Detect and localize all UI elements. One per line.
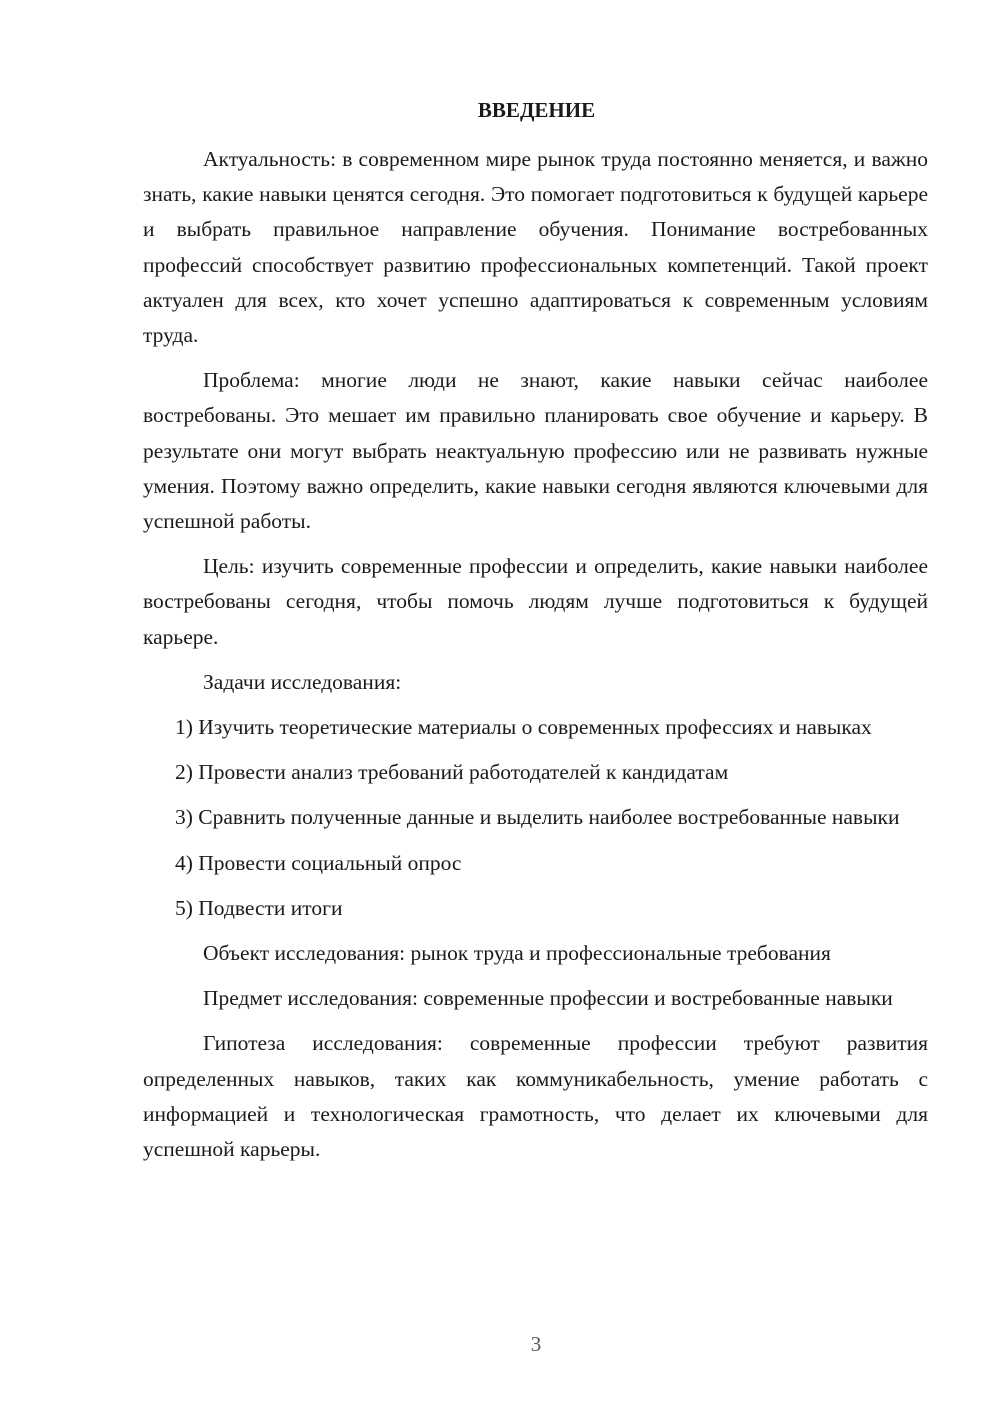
task-item-5: 5) Подвести итоги	[175, 895, 343, 920]
hypothesis-paragraph: Гипотеза исследования: современные профессии требуют развития определенных навыков, таких как коммуникабельность, умение работать с информацией и технологическая грамотность, что делает их ключевыми для успешной карьеры.	[143, 1031, 928, 1162]
section-title: ВВЕДЕНИЕ	[477, 98, 596, 122]
task-item-4: 4) Провести социальный опрос	[175, 850, 462, 875]
object-paragraph: Объект исследования: рынок труда и профессиональные требования	[203, 941, 831, 966]
document-body	[143, 96, 928, 1167]
task-item-1: 1) Изучить теоретические материалы о современных профессиях и навыках	[175, 715, 872, 740]
task-item-2: 2) Провести анализ требований работодателей к кандидатам	[175, 760, 729, 785]
subject-paragraph: Предмет исследования: современные профессии и востребованные навыки	[203, 986, 893, 1011]
problem-paragraph: Проблема: многие люди не знают, какие навыки сейчас наиболее востребованы. Это мешает им правильно планировать свое обучение и карьеру. В результате они могут выбрать неактуальную профессию или не развивать нужные умения. Поэтому важно определить, какие навыки сегодня являются ключевыми для успешной работы.	[143, 368, 928, 534]
page-number: 3	[530, 1332, 542, 1356]
goal-paragraph: Цель: изучить современные профессии и определить, какие навыки наиболее востребованы сегодня, чтобы помочь людям лучше подготовиться к будущей карьере.	[143, 554, 928, 649]
task-item-3: 3) Сравнить полученные данные и выделить наиболее востребованные навыки	[175, 805, 900, 830]
relevance-paragraph: Актуальность: в современном мире рынок труда постоянно меняется, и важно знать, какие навыки ценятся сегодня. Это помогает подготовиться к будущей карьере и выбрать правильное направление обучения. Понимание востребованных профессий способствует развитию профессиональных компетенций. Такой проект актуален для всех, кто хочет успешно адаптироваться к современным условиям труда.	[143, 147, 928, 348]
tasks-heading: Задачи исследования:	[203, 669, 402, 694]
